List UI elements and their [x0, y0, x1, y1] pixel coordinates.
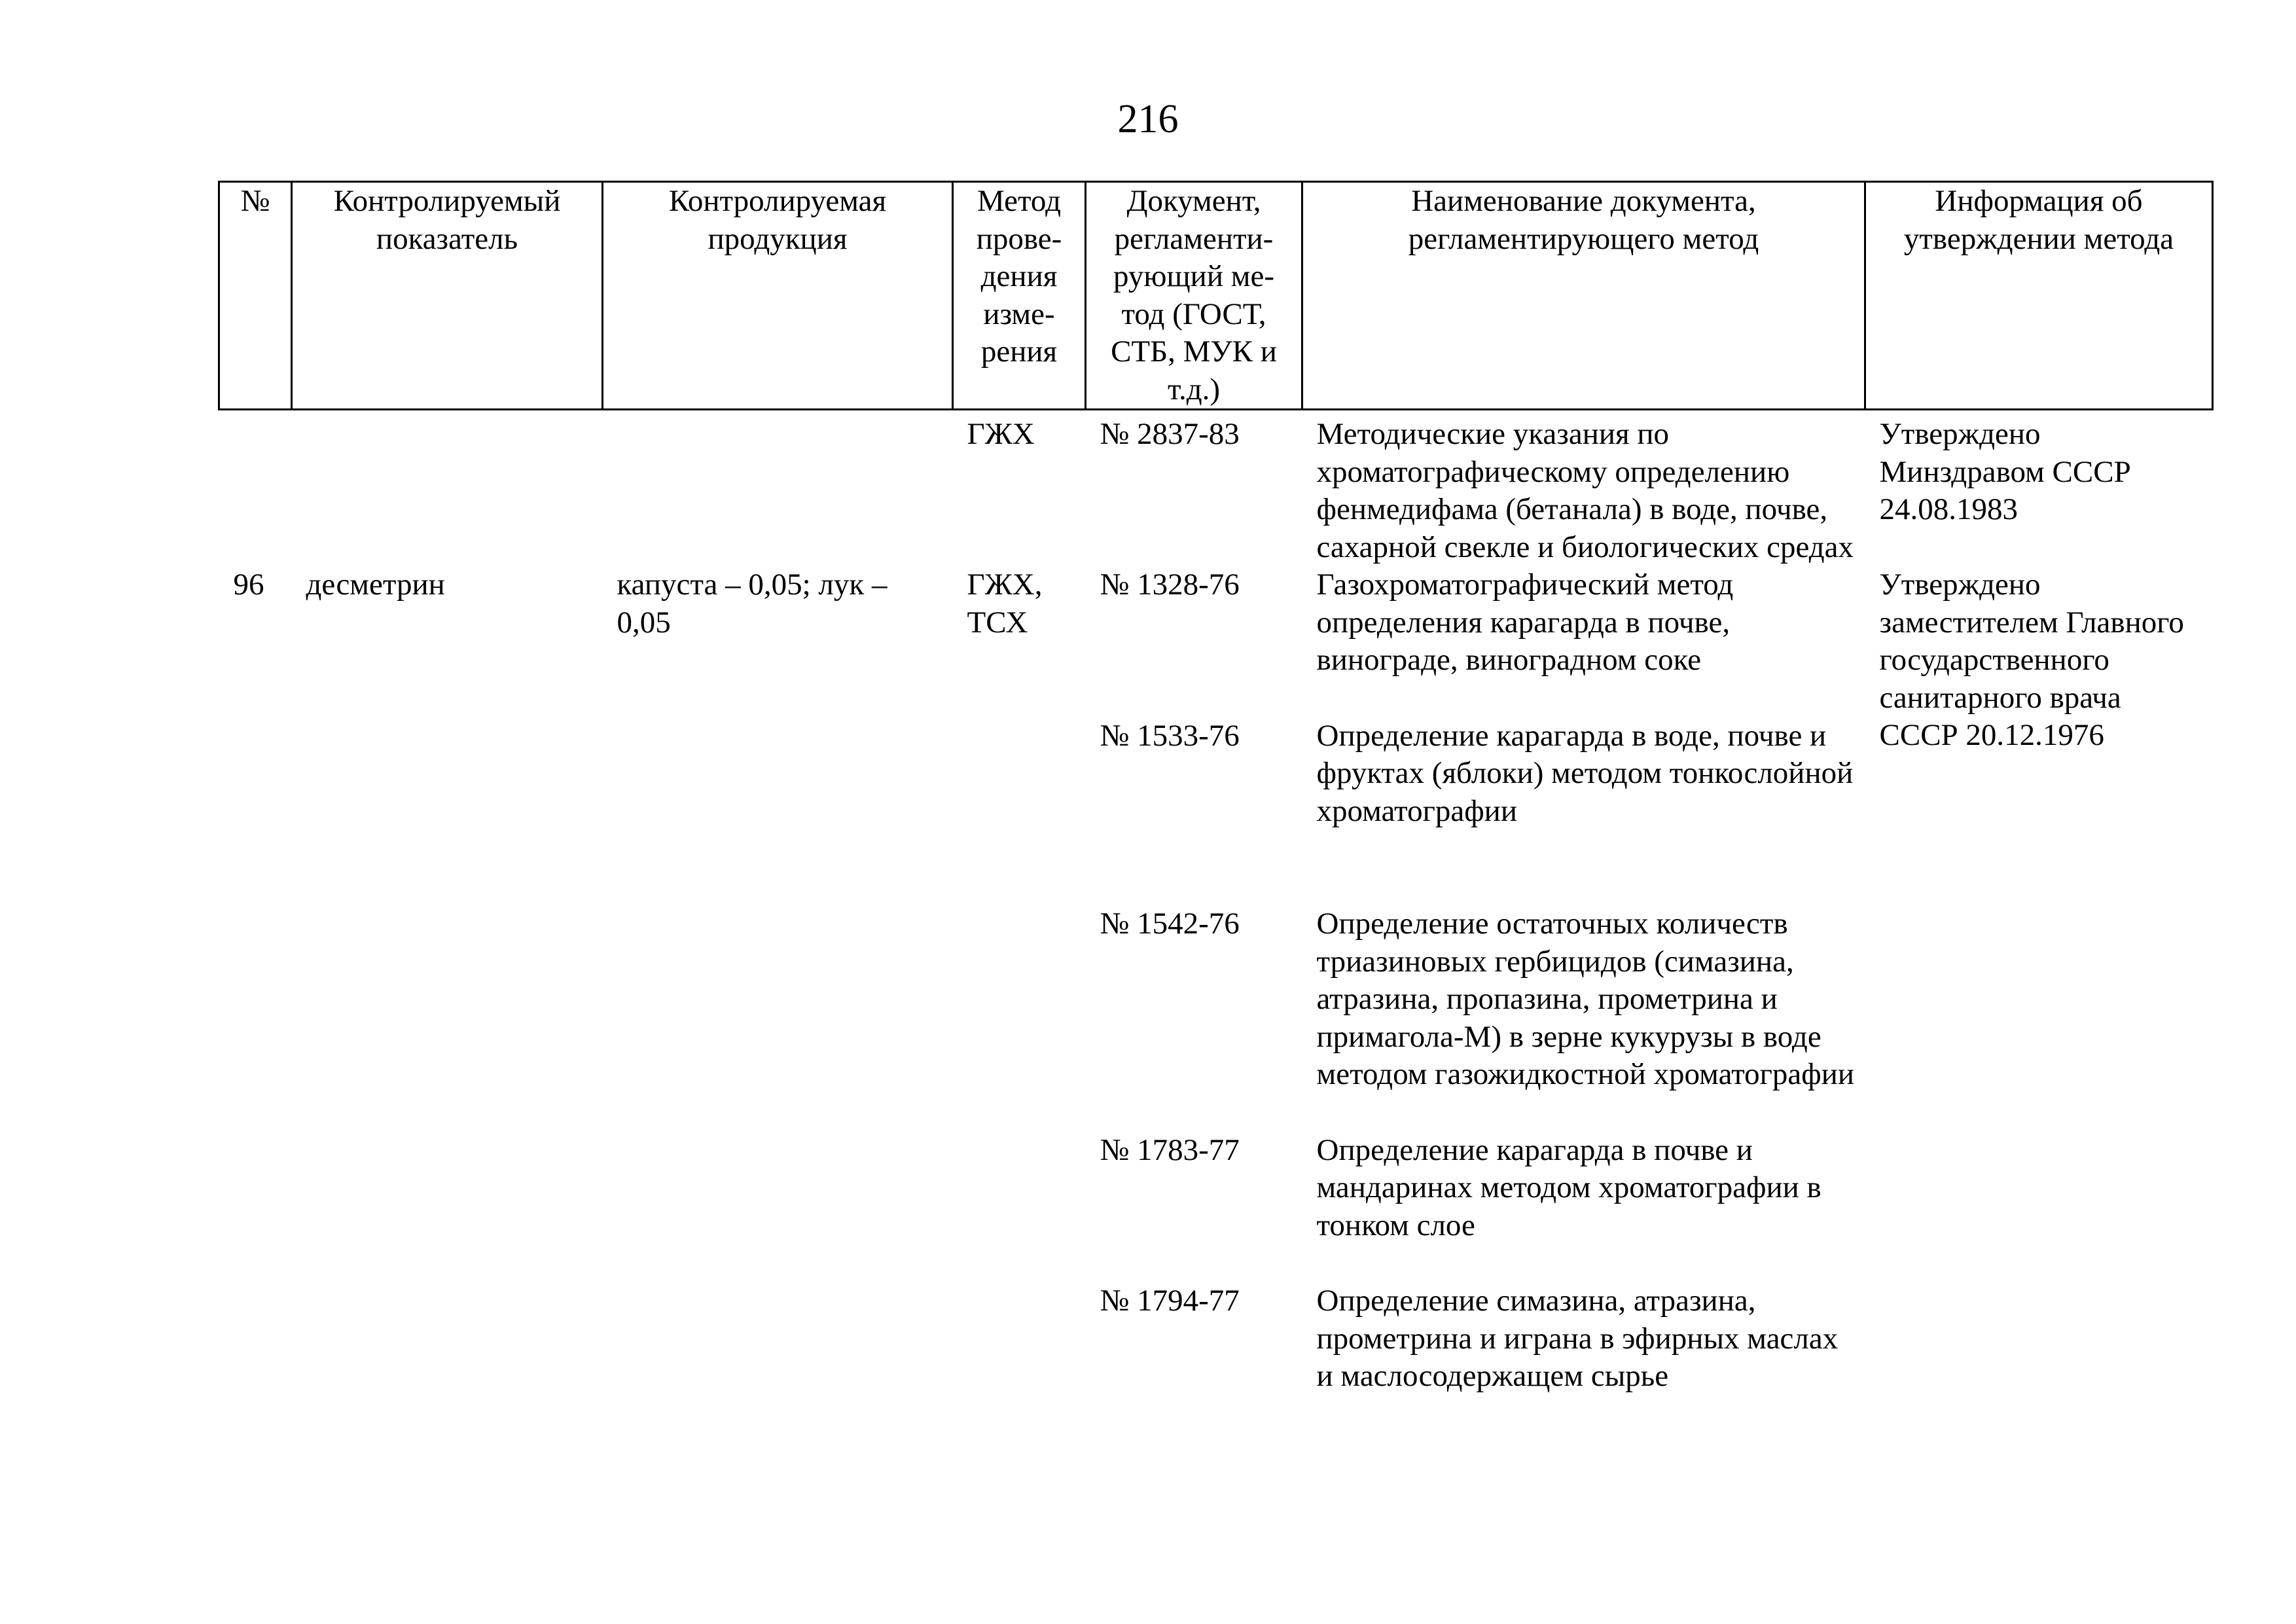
table-row: [219, 566, 2213, 679]
table-row: [219, 1094, 2213, 1245]
cell-method: ГЖХ, ТСХ: [967, 568, 1043, 640]
cell-product: [603, 1094, 953, 1245]
cell-document-name: Газохроматографический метод определения карагарда в почве, винограде, виноградном соке: [1316, 568, 1734, 677]
header-product: Контролируемая продукция: [603, 182, 953, 410]
cell-number: [219, 830, 292, 1094]
cell-indicator: [292, 410, 603, 567]
cell-approval: Утверждено Минздравом СССР 24.08.1983: [1879, 417, 2131, 526]
header-document: Документ, регламенти- рующий ме- тод (ГОСТ, СТБ, МУК и т.д.): [1086, 182, 1302, 410]
cell-number: [219, 679, 292, 831]
cell-indicator: десметрин: [306, 568, 445, 602]
cell-method: [953, 830, 1086, 1094]
table-row: [219, 830, 2213, 1094]
cell-product: капуста – 0,05; лук – 0,05: [617, 568, 888, 640]
header-approval: Информация об утверждении метода: [1865, 182, 2213, 410]
cell-approval: Утверждено заместителем Главного государственного санитарного врача СССР 20.12.1976: [1879, 568, 2184, 752]
cell-document: № 1328-76: [1100, 568, 1240, 602]
cell-product: [603, 830, 953, 1094]
header-method: Метод прове- дения изме- рения: [953, 182, 1086, 410]
cell-document-name: Определение карагарда в почве и мандаринах методом хроматографии в тонком слое: [1316, 1132, 1821, 1242]
cell-document-name: Определение симазина, атразина, прометрина и играна в эфирных маслах и маслосодержащем сырье: [1316, 1284, 1839, 1393]
header-number: №: [219, 182, 292, 410]
table-row: [219, 1244, 2213, 1396]
header-indicator: Контролируемый показатель: [292, 182, 603, 410]
cell-document: № 1794-77: [1100, 1284, 1240, 1318]
cell-number: 96: [233, 568, 264, 602]
cell-document-name: Определение остаточных количеств триазиновых гербицидов (симазина, атразина, пропазина, прометрина и примагола-М) в зерне кукурузы в воде методом газожидкостной хроматографии: [1316, 907, 1855, 1091]
page-number: 216: [1117, 97, 1179, 141]
cell-document: № 2837-83: [1100, 417, 1240, 451]
table-row: [219, 410, 2213, 567]
methods-table: [218, 181, 2214, 1396]
cell-method: [953, 1244, 1086, 1396]
cell-number: [219, 410, 292, 567]
table-body: [219, 410, 2213, 1396]
cell-document: № 1533-76: [1100, 718, 1240, 753]
cell-document: № 1783-77: [1100, 1132, 1240, 1167]
cell-product: [603, 410, 953, 567]
cell-indicator: [292, 1094, 603, 1245]
cell-indicator: [292, 1244, 603, 1396]
cell-document-name: Определение карагарда в воде, почве и фруктах (яблоки) методом тонкослойной хроматографии: [1316, 718, 1854, 828]
cell-method: [953, 1094, 1086, 1245]
cell-document: № 1542-76: [1100, 907, 1240, 941]
cell-number: [219, 1094, 292, 1245]
cell-approval: [1865, 830, 2213, 1094]
cell-product: [603, 1244, 953, 1396]
header-document-name: Наименование документа, регламентирующего метод: [1302, 182, 1865, 410]
cell-approval: [1865, 1094, 2213, 1245]
cell-number: [219, 1244, 292, 1396]
cell-indicator: [292, 679, 603, 831]
cell-method: ГЖХ: [967, 417, 1035, 451]
cell-approval: [1865, 1244, 2213, 1396]
cell-document-name: Методические указания по хроматографическому определению фенмедифама (бетанала) в воде, почве, сахарной свекле и биологических средах: [1316, 417, 1854, 564]
cell-product: [603, 679, 953, 831]
cell-indicator: [292, 830, 603, 1094]
table-header: [219, 182, 2213, 410]
cell-method: [953, 679, 1086, 831]
